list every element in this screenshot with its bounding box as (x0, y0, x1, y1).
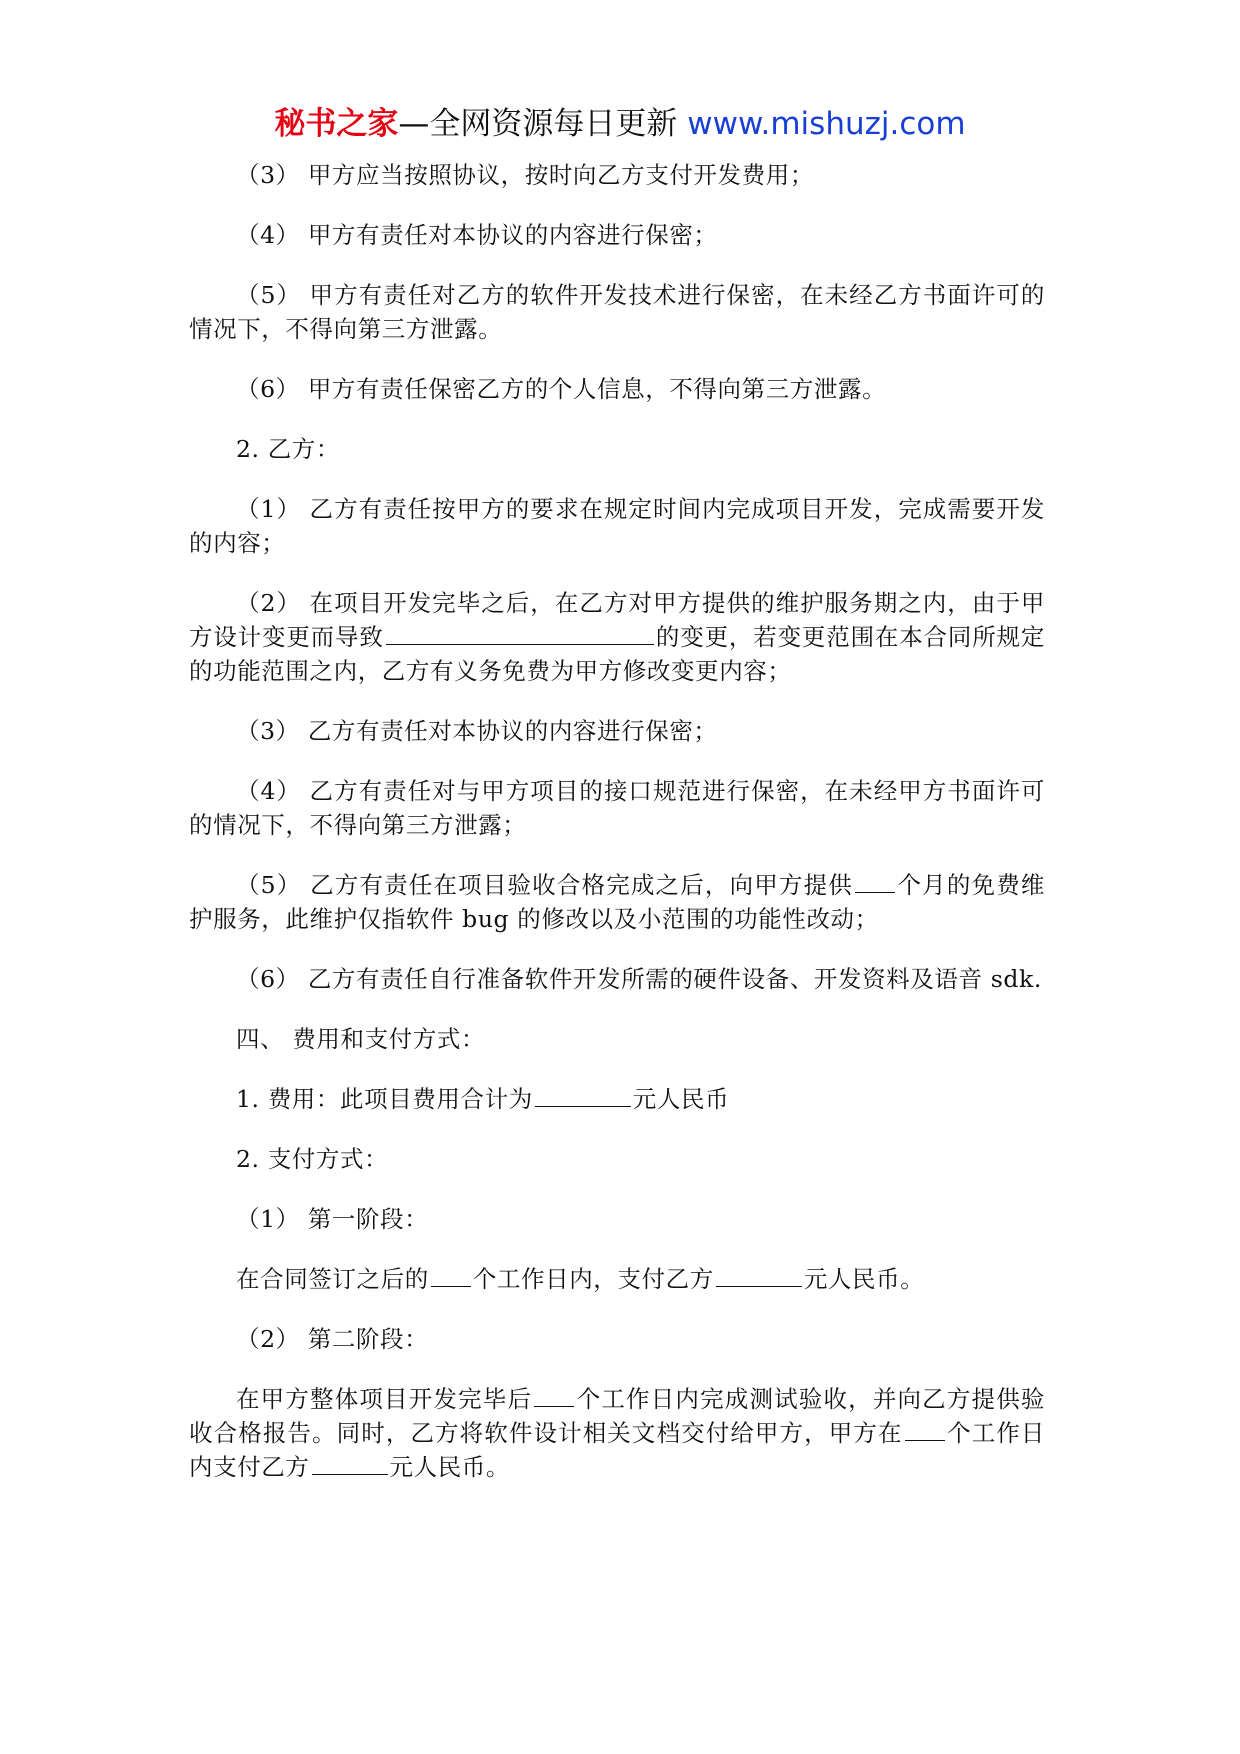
stage-two-terms (189, 1382, 1045, 1484)
clause-text: （2） 在项目开发完毕之后，在乙方对甲方提供的维护服务期之内，由于甲方设计变更而导致 (189, 589, 1045, 651)
fill-in-blank[interactable] (312, 1452, 388, 1475)
fill-in-blank[interactable] (431, 1264, 471, 1287)
section-payment-method: 2. 支付方式： (236, 1145, 389, 1173)
clause-party-b-3: （3） 乙方有责任对本协议的内容进行保密； (236, 717, 718, 745)
clause-text: 个工作日内支付乙方 (189, 1419, 1046, 1481)
clause-text: 的变更，若变更范围在本合同所规定的功能范围之内，乙方有义务免费为甲方修改变更内容； (189, 623, 1045, 685)
stage-one-heading: （1） 第一阶段： (236, 1205, 429, 1233)
clause-party-a-5: （5） 甲方有责任对乙方的软件开发技术进行保密，在未经乙方书面许可的情况下，不得向第三方泄露。 (189, 281, 1045, 343)
clause-party-b-1: （1） 乙方有责任按甲方的要求在规定时间内完成项目开发，完成需要开发的内容； (189, 495, 1045, 557)
page-header (0, 104, 1240, 144)
fill-in-blank[interactable] (534, 1384, 574, 1407)
clause-party-a-3: （3） 甲方应当按照协议，按时向乙方支付开发费用； (236, 161, 814, 189)
clause-party-a-4: （4） 甲方有责任对本协议的内容进行保密； (236, 221, 718, 249)
site-url-link[interactable]: www.mishuzj.com (687, 106, 966, 142)
clause-text: 个工作日内完成测试验收，并向乙方提供验收合格报告。同时，乙方将软件设计相关文档交付给甲方，甲方在 (189, 1385, 1045, 1447)
fill-in-blank[interactable] (535, 1084, 631, 1107)
clause-text: 个工作日内，支付乙方 (472, 1265, 714, 1293)
clause-fee-total (189, 1082, 1045, 1116)
clause-text: 元人民币。 (389, 1453, 510, 1481)
brand-name: 秘书之家 (274, 106, 399, 142)
clause-party-b-6: （6） 乙方有责任自行准备软件开发所需的硬件设备、开发资料及语音 sdk. (236, 965, 1042, 993)
fill-in-blank[interactable] (905, 1418, 945, 1441)
clause-text: 1. 费用：此项目费用合计为 (236, 1085, 533, 1113)
header-slogan: —全网资源每日更新 (398, 106, 688, 142)
clause-party-b-4: （4） 乙方有责任对与甲方项目的接口规范进行保密，在未经甲方书面许可的情况下，不得向第三方泄露； (189, 777, 1045, 839)
fill-in-blank[interactable] (855, 870, 895, 893)
clause-text: 元人民币 (632, 1085, 730, 1113)
clause-text: 在甲方整体项目开发完毕后 (236, 1385, 533, 1413)
clause-party-b-5 (189, 868, 1045, 936)
clause-text: 个月的免费维护服务，此维护仅指软件 bug 的修改以及小范围的功能性改动； (189, 871, 1045, 933)
stage-one-terms (189, 1262, 1045, 1296)
clause-text: （5） 乙方有责任在项目验收合格完成之后，向甲方提供 (236, 871, 853, 899)
clause-party-b-2 (189, 586, 1045, 688)
clause-party-a-6: （6） 甲方有责任保密乙方的个人信息，不得向第三方泄露。 (236, 375, 887, 403)
clause-text: 在合同签订之后的 (236, 1265, 429, 1293)
clause-text: 元人民币。 (803, 1265, 925, 1293)
fill-in-blank[interactable] (386, 622, 654, 645)
document-body (189, 158, 1045, 1510)
fill-in-blank[interactable] (716, 1264, 802, 1287)
stage-two-heading: （2） 第二阶段： (236, 1325, 429, 1353)
section-party-b: 2. 乙方： (236, 435, 340, 463)
section-fees-heading: 四、 费用和支付方式： (236, 1025, 486, 1053)
